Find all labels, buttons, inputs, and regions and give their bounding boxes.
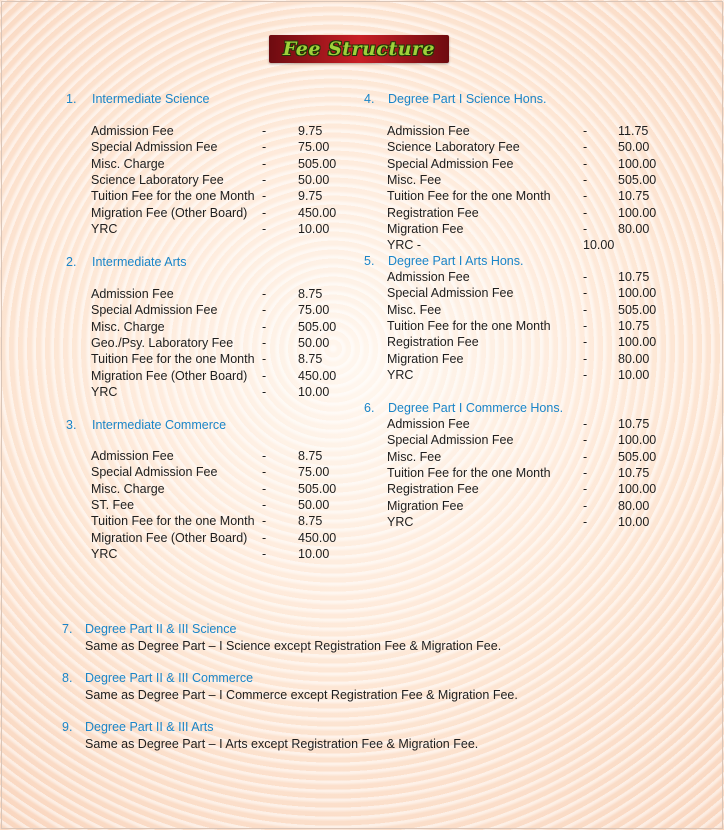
fee-dash: -: [262, 287, 267, 301]
fee-row: [0, 238, 724, 254]
fee-dash: -: [262, 530, 267, 545]
fee-amount: 100.00: [618, 286, 657, 301]
fee-row: [0, 270, 724, 286]
fee-dash: -: [583, 482, 588, 497]
section-title: Degree Part I Commerce Hons.: [388, 401, 564, 415]
fee-row: [0, 124, 724, 140]
fee-dash: -: [583, 417, 588, 431]
fee-label: Misc. Fee: [387, 449, 442, 464]
fee-dash: -: [262, 172, 267, 187]
fee-row: [0, 303, 724, 319]
fee-dash: -: [262, 465, 267, 480]
fee-dash: -: [583, 514, 588, 529]
fee-dash: -: [583, 465, 588, 480]
fee-dash: -: [262, 221, 267, 236]
fee-label: Special Admission Fee: [91, 140, 218, 155]
fee-dash: -: [262, 205, 267, 220]
fee-dash: -: [262, 546, 267, 561]
fee-amount: 10.00: [583, 238, 615, 253]
fee-label: Misc. Fee: [387, 302, 442, 317]
fee-dash: -: [262, 189, 267, 204]
fee-label: Science Laboratory Fee: [91, 172, 224, 187]
fee-label: ST. Fee: [91, 497, 135, 512]
fee-label: YRC: [387, 514, 414, 529]
section-heading: [364, 254, 523, 268]
fee-amount: 11.75: [618, 124, 649, 138]
fee-amount: 505.00: [618, 449, 657, 464]
note-title: Degree Part II & III Arts: [85, 720, 214, 734]
note-title: Degree Part II & III Science: [85, 622, 237, 636]
fee-dash: -: [262, 368, 267, 383]
fee-label: Special Admission Fee: [91, 465, 218, 480]
fee-amount: 505.00: [298, 481, 337, 496]
note-text: Same as Degree Part – I Commerce except Registration Fee & Migration Fee.: [85, 688, 518, 702]
fee-amount: 50.00: [298, 172, 330, 187]
fee-amount: 80.00: [618, 221, 650, 236]
fee-dash: -: [583, 351, 588, 366]
fee-dash: -: [583, 270, 588, 284]
fee-amount: 8.75: [298, 514, 323, 529]
fee-amount: 8.75: [298, 352, 323, 367]
fee-amount: 50.00: [618, 140, 650, 155]
fee-label: Misc. Charge: [91, 481, 165, 496]
fee-label: YRC -: [387, 238, 422, 253]
fee-row: [0, 157, 724, 173]
fee-amount: 450.00: [298, 368, 337, 383]
fee-dash: -: [262, 319, 267, 334]
fee-dash: -: [262, 352, 267, 367]
fee-row: [0, 466, 724, 482]
section-number: 3.: [66, 418, 77, 432]
fee-amount: 10.75: [618, 465, 650, 480]
fee-amount: 505.00: [298, 319, 337, 334]
fee-row: [0, 189, 724, 205]
fee-dash: -: [262, 140, 267, 155]
fee-row: [0, 417, 724, 433]
fee-label: Registration Fee: [387, 482, 479, 497]
fee-dash: -: [583, 189, 588, 204]
fee-amount: 50.00: [298, 335, 330, 350]
fee-amount: 9.75: [298, 189, 323, 204]
note-title: Degree Part II & III Commerce: [85, 671, 254, 685]
section-heading: [66, 255, 187, 269]
fee-label: Migration Fee (Other Board): [91, 205, 248, 220]
fee-amount: 75.00: [298, 140, 330, 155]
fee-row: [0, 450, 724, 466]
section-number: 5.: [364, 254, 375, 268]
fee-amount: 9.75: [298, 124, 323, 138]
note-text: Same as Degree Part – I Science except Registration Fee & Migration Fee.: [85, 639, 502, 653]
section-number: 6.: [364, 401, 375, 415]
fee-row: [0, 385, 724, 401]
fee-label: Misc. Charge: [91, 319, 165, 334]
fee-amount: 100.00: [618, 205, 657, 220]
fee-label: YRC: [91, 384, 118, 399]
fee-dash: -: [262, 156, 267, 171]
fee-dash: -: [583, 172, 588, 187]
fee-amount: 100.00: [618, 482, 657, 497]
fee-dash: -: [583, 140, 588, 155]
fee-label: Special Admission Fee: [387, 286, 514, 301]
section-title: Degree Part I Arts Hons.: [388, 254, 524, 268]
fee-amount: 75.00: [298, 465, 330, 480]
fee-amount: 50.00: [298, 497, 330, 512]
fee-row: [0, 286, 724, 302]
fee-amount: 10.00: [298, 221, 330, 236]
fee-dash: -: [262, 335, 267, 350]
fee-label: Misc. Fee: [387, 172, 442, 187]
fee-label: Migration Fee: [387, 351, 464, 366]
fee-dash: -: [262, 481, 267, 496]
fee-label: Registration Fee: [387, 335, 479, 350]
fee-row: [0, 368, 724, 384]
fee-label: Science Laboratory Fee: [387, 140, 520, 155]
page-title: Fee Structure: [282, 38, 436, 60]
fee-amount: 10.00: [618, 367, 650, 382]
fee-label: Misc. Charge: [91, 156, 165, 171]
fee-row: [0, 352, 724, 368]
fee-row: [0, 547, 724, 563]
fee-dash: -: [262, 124, 267, 138]
fee-row: [0, 173, 724, 189]
fee-label: Special Admission Fee: [91, 303, 218, 318]
fee-amount: 75.00: [298, 303, 330, 318]
fee-row: [0, 482, 724, 498]
fee-amount: 10.75: [618, 417, 650, 431]
fee-amount: 10.00: [618, 514, 650, 529]
fee-amount: 505.00: [298, 156, 337, 171]
note-text: Same as Degree Part – I Arts except Registration Fee & Migration Fee.: [85, 737, 479, 751]
fee-dash: -: [262, 514, 267, 529]
fee-label: Admission Fee: [387, 124, 470, 138]
fee-label: Tuition Fee for the one Month: [387, 189, 551, 204]
fee-amount: 8.75: [298, 449, 323, 463]
fee-label: Tuition Fee for the one Month: [91, 189, 255, 204]
section-heading: [364, 401, 563, 415]
fee-label: Tuition Fee for the one Month: [91, 352, 255, 367]
fee-dash: -: [583, 318, 588, 333]
fee-amount: 100.00: [618, 433, 657, 448]
fee-label: Registration Fee: [387, 205, 479, 220]
section-number: 2.: [66, 255, 77, 269]
fee-amount: 8.75: [298, 287, 323, 301]
fee-label: Admission Fee: [91, 287, 174, 301]
fee-amount: 100.00: [618, 156, 657, 171]
fee-dash: -: [583, 156, 588, 171]
fee-dash: -: [583, 335, 588, 350]
fee-label: YRC: [387, 367, 414, 382]
fee-label: Admission Fee: [387, 417, 470, 431]
note-heading: [62, 622, 236, 636]
section-heading: [66, 92, 209, 106]
fee-row: [0, 319, 724, 335]
fee-dash: -: [583, 449, 588, 464]
fee-row: [0, 433, 724, 449]
fee-dash: -: [583, 302, 588, 317]
fee-amount: 505.00: [618, 172, 657, 187]
fee-row: [0, 531, 724, 547]
fee-dash: -: [583, 286, 588, 301]
fee-label: Tuition Fee for the one Month: [91, 514, 255, 529]
fee-dash: -: [583, 221, 588, 236]
fee-amount: 100.00: [618, 335, 657, 350]
fee-amount: 10.00: [298, 546, 330, 561]
note-heading: [62, 671, 253, 685]
fee-label: Tuition Fee for the one Month: [387, 318, 551, 333]
fee-amount: 505.00: [618, 302, 657, 317]
fee-row: [0, 140, 724, 156]
note-number: 8.: [62, 671, 73, 685]
note-heading: [62, 720, 214, 734]
fee-amount: 10.00: [298, 384, 330, 399]
fee-label: Migration Fee: [387, 221, 464, 236]
fee-amount: 80.00: [618, 351, 650, 366]
fee-amount: 450.00: [298, 530, 337, 545]
fee-label: Special Admission Fee: [387, 433, 514, 448]
fee-label: Migration Fee (Other Board): [91, 368, 248, 383]
fee-label: Admission Fee: [387, 270, 470, 284]
fee-dash: -: [583, 433, 588, 448]
fee-row: [0, 206, 724, 222]
fee-label: Migration Fee: [387, 498, 464, 513]
fee-amount: 10.75: [618, 270, 650, 284]
section-heading: [364, 92, 546, 106]
fee-dash: -: [583, 498, 588, 513]
section-number: 1.: [66, 92, 77, 106]
fee-label: Admission Fee: [91, 124, 174, 138]
fee-label: Admission Fee: [91, 449, 174, 463]
fee-structure-banner: [269, 35, 449, 63]
section-title: Intermediate Arts: [92, 255, 187, 269]
fee-amount: 450.00: [298, 205, 337, 220]
fee-label: Tuition Fee for the one Month: [387, 465, 551, 480]
fee-row: [0, 222, 724, 238]
fee-dash: -: [262, 497, 267, 512]
section-title: Intermediate Commerce: [92, 418, 227, 432]
section-title: Intermediate Science: [92, 92, 210, 106]
fee-amount: 10.75: [618, 189, 650, 204]
fee-label: Special Admission Fee: [387, 156, 514, 171]
fee-label: YRC: [91, 546, 118, 561]
fee-dash: -: [262, 384, 267, 399]
note-number: 9.: [62, 720, 73, 734]
note-number: 7.: [62, 622, 73, 636]
fee-label: Migration Fee (Other Board): [91, 530, 248, 545]
fee-label: YRC: [91, 221, 118, 236]
fee-label: Geo./Psy. Laboratory Fee: [91, 335, 234, 350]
fee-dash: -: [262, 449, 267, 463]
fee-amount: 80.00: [618, 498, 650, 513]
fee-dash: -: [583, 205, 588, 220]
fee-dash: -: [583, 124, 588, 138]
fee-row: [0, 515, 724, 531]
fee-row: [0, 335, 724, 351]
fee-dash: -: [262, 303, 267, 318]
section-title: Degree Part I Science Hons.: [388, 92, 547, 106]
fee-row: [0, 499, 724, 515]
fee-amount: 10.75: [618, 318, 650, 333]
section-number: 4.: [364, 92, 375, 106]
fee-dash: -: [583, 367, 588, 382]
